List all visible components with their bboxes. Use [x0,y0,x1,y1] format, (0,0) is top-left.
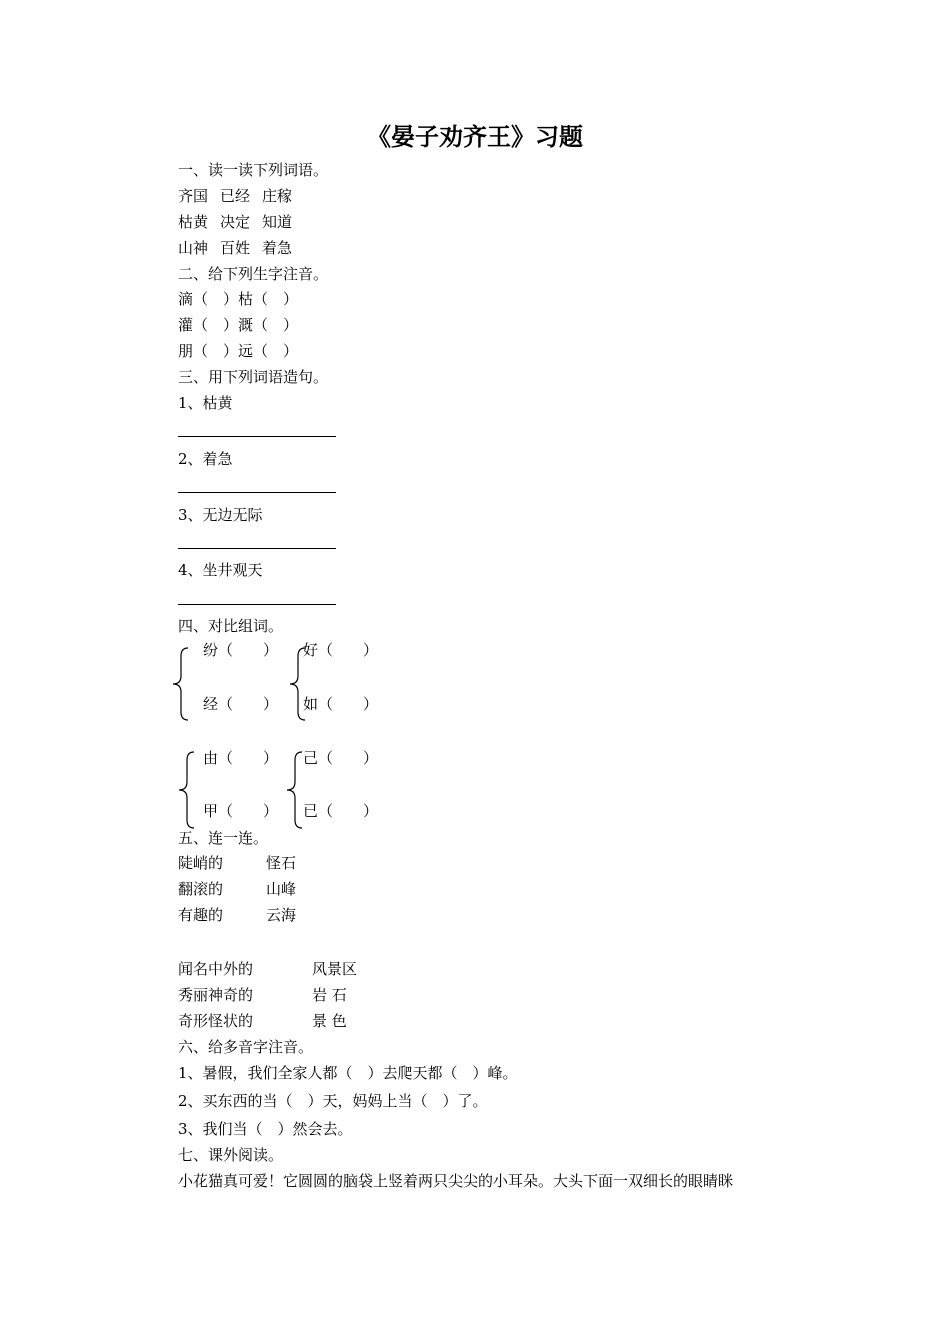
section-4-heading: 四、对比组词。 [178,617,284,635]
match-right: 山峰 [266,880,297,898]
word: 百姓 [220,239,251,257]
pinyin-row: 滴（ ）枯（ ） [178,290,299,308]
section-7-heading: 七、课外阅读。 [178,1146,284,1164]
sentence-item: 1、枯黄 [178,394,233,412]
sentence-item: 4、坐井观天 [178,561,263,579]
match-right: 怪石 [266,854,297,872]
sentence-item: 3、无边无际 [178,506,263,524]
answer-line [178,548,336,549]
compare-word: 己（ ） [303,749,379,767]
compare-word: 好（ ） [303,641,379,659]
section-6-heading: 六、给多音字注音。 [178,1038,314,1056]
polyphone-item: 3、我们当（ ）然会去。 [178,1120,353,1138]
polyphone-item: 2、买东西的当（ ）天，妈妈上当（ ）了。 [178,1092,488,1110]
match-right: 云海 [266,906,297,924]
polyphone-item: 1、暑假，我们全家人都（ ）去爬天都（ ）峰。 [178,1064,518,1082]
match-left: 翻滚的 [178,880,224,898]
answer-line [178,436,336,437]
word: 知道 [262,213,293,231]
word-row [178,238,292,258]
compare-word: 已（ ） [303,802,379,820]
word-row [178,186,292,206]
compare-word: 如（ ） [303,695,379,713]
pinyin-row: 灌（ ）溉（ ） [178,316,299,334]
match-left: 奇形怪状的 [178,1012,254,1030]
answer-line [178,604,336,605]
word: 山神 [178,239,209,257]
section-2-heading: 二、给下列生字注音。 [178,265,329,283]
word: 决定 [220,213,251,231]
match-left: 闻名中外的 [178,960,254,978]
reading-passage: 小花猫真可爱！它圆圆的脑袋上竖着两只尖尖的小耳朵。大头下面一双细长的眼睛眯 [178,1172,734,1190]
brace-icon [176,750,198,830]
compare-word: 经（ ） [203,695,279,713]
match-right: 景 色 [312,1012,347,1030]
section-1-heading: 一、读一读下列词语。 [178,161,329,179]
match-left: 陡峭的 [178,854,224,872]
section-5-heading: 五、连一连。 [178,829,269,847]
match-left: 秀丽神奇的 [178,986,254,1004]
answer-line [178,492,336,493]
word-row [178,212,292,232]
page-title: 《晏子劝齐王》习题 [367,122,583,151]
match-right: 风景区 [312,960,358,978]
pinyin-row: 朋（ ）远（ ） [178,342,299,360]
word: 着急 [262,239,293,257]
compare-word: 由（ ） [203,749,279,767]
compare-word: 甲（ ） [203,802,279,820]
word: 枯黄 [178,213,209,231]
brace-icon [170,646,192,722]
word: 庄稼 [262,187,293,205]
match-left: 有趣的 [178,906,224,924]
compare-word: 纷（ ） [203,641,279,659]
sentence-item: 2、着急 [178,450,233,468]
word: 齐国 [178,187,209,205]
match-right: 岩 石 [312,986,347,1004]
section-3-heading: 三、用下列词语造句。 [178,368,329,386]
word: 已经 [220,187,251,205]
